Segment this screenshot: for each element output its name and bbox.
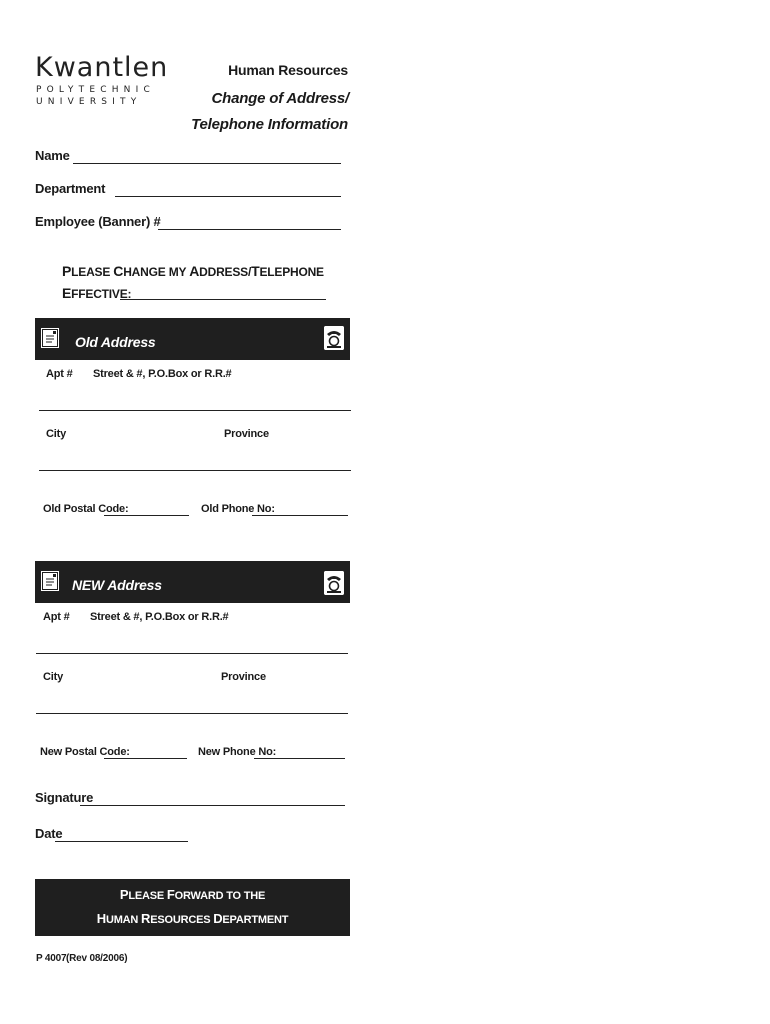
form-revision: (Rev 08/2006): [66, 953, 128, 964]
logo-subline-1: POLYTECHNIC: [36, 85, 155, 95]
employee-number-label: Employee (Banner) #: [35, 214, 161, 229]
department-label: Department: [35, 181, 106, 196]
new-city-label: City: [43, 671, 63, 683]
forward-instruction-bar: [35, 879, 350, 936]
date-label: Date: [35, 826, 63, 841]
form-title-line1: Change of Address/: [211, 90, 349, 107]
new-street-label: Street & #, P.O.Box or R.R.#: [90, 611, 229, 623]
department-line[interactable]: [115, 196, 341, 197]
date-line[interactable]: [55, 841, 188, 842]
new-phone-line[interactable]: [254, 758, 345, 759]
logo-subline-2: UNIVERSITY: [36, 97, 142, 107]
old-postal-label: Old Postal Code:: [43, 503, 129, 515]
forward-line2: HUMAN RESOURCES DEPARTMENT: [96, 911, 289, 926]
old-phone-line[interactable]: [252, 515, 348, 516]
name-line[interactable]: [73, 163, 341, 164]
old-street-label: Street & #, P.O.Box or R.R.#: [93, 368, 232, 380]
new-address-title: NEW Address: [72, 577, 162, 593]
name-label: Name: [35, 148, 70, 163]
form-number: P 4007: [36, 953, 67, 964]
old-address-bar: [35, 318, 350, 360]
old-apt-label: Apt #: [46, 368, 73, 380]
old-phone-label: Old Phone No:: [201, 503, 275, 515]
old-address-title: Old Address: [75, 334, 156, 350]
old-postal-line[interactable]: [104, 515, 189, 516]
new-province-label: Province: [221, 671, 266, 683]
employee-number-line[interactable]: [158, 229, 341, 230]
old-city-line[interactable]: [39, 470, 351, 471]
new-phone-label: New Phone No:: [198, 746, 277, 758]
header-department: Human Resources: [228, 62, 348, 78]
new-address-bar: [35, 561, 350, 603]
old-province-label: Province: [224, 428, 269, 440]
telephone-icon: [324, 571, 344, 595]
effective-label: EFFECTIVE:: [62, 285, 132, 301]
new-street-line[interactable]: [36, 653, 348, 654]
telephone-icon: [324, 326, 344, 350]
signature-label: Signature: [35, 790, 94, 805]
new-postal-line[interactable]: [104, 758, 187, 759]
envelope-icon: [41, 328, 59, 348]
new-postal-label: New Postal Code:: [40, 746, 130, 758]
effective-date-line[interactable]: [120, 299, 326, 300]
forward-line1: PLEASE FORWARD TO THE: [119, 887, 266, 902]
university-logo-wordmark: Kwantlen: [35, 52, 169, 83]
new-city-line[interactable]: [36, 713, 348, 714]
signature-line[interactable]: [80, 805, 345, 806]
change-notice: PLEASE CHANGE MY ADDRESS/TELEPHONE: [62, 263, 324, 279]
new-apt-label: Apt #: [43, 611, 70, 623]
form-title-line2: Telephone Information: [191, 116, 348, 133]
old-street-line[interactable]: [39, 410, 351, 411]
envelope-icon: [41, 571, 59, 591]
old-city-label: City: [46, 428, 66, 440]
